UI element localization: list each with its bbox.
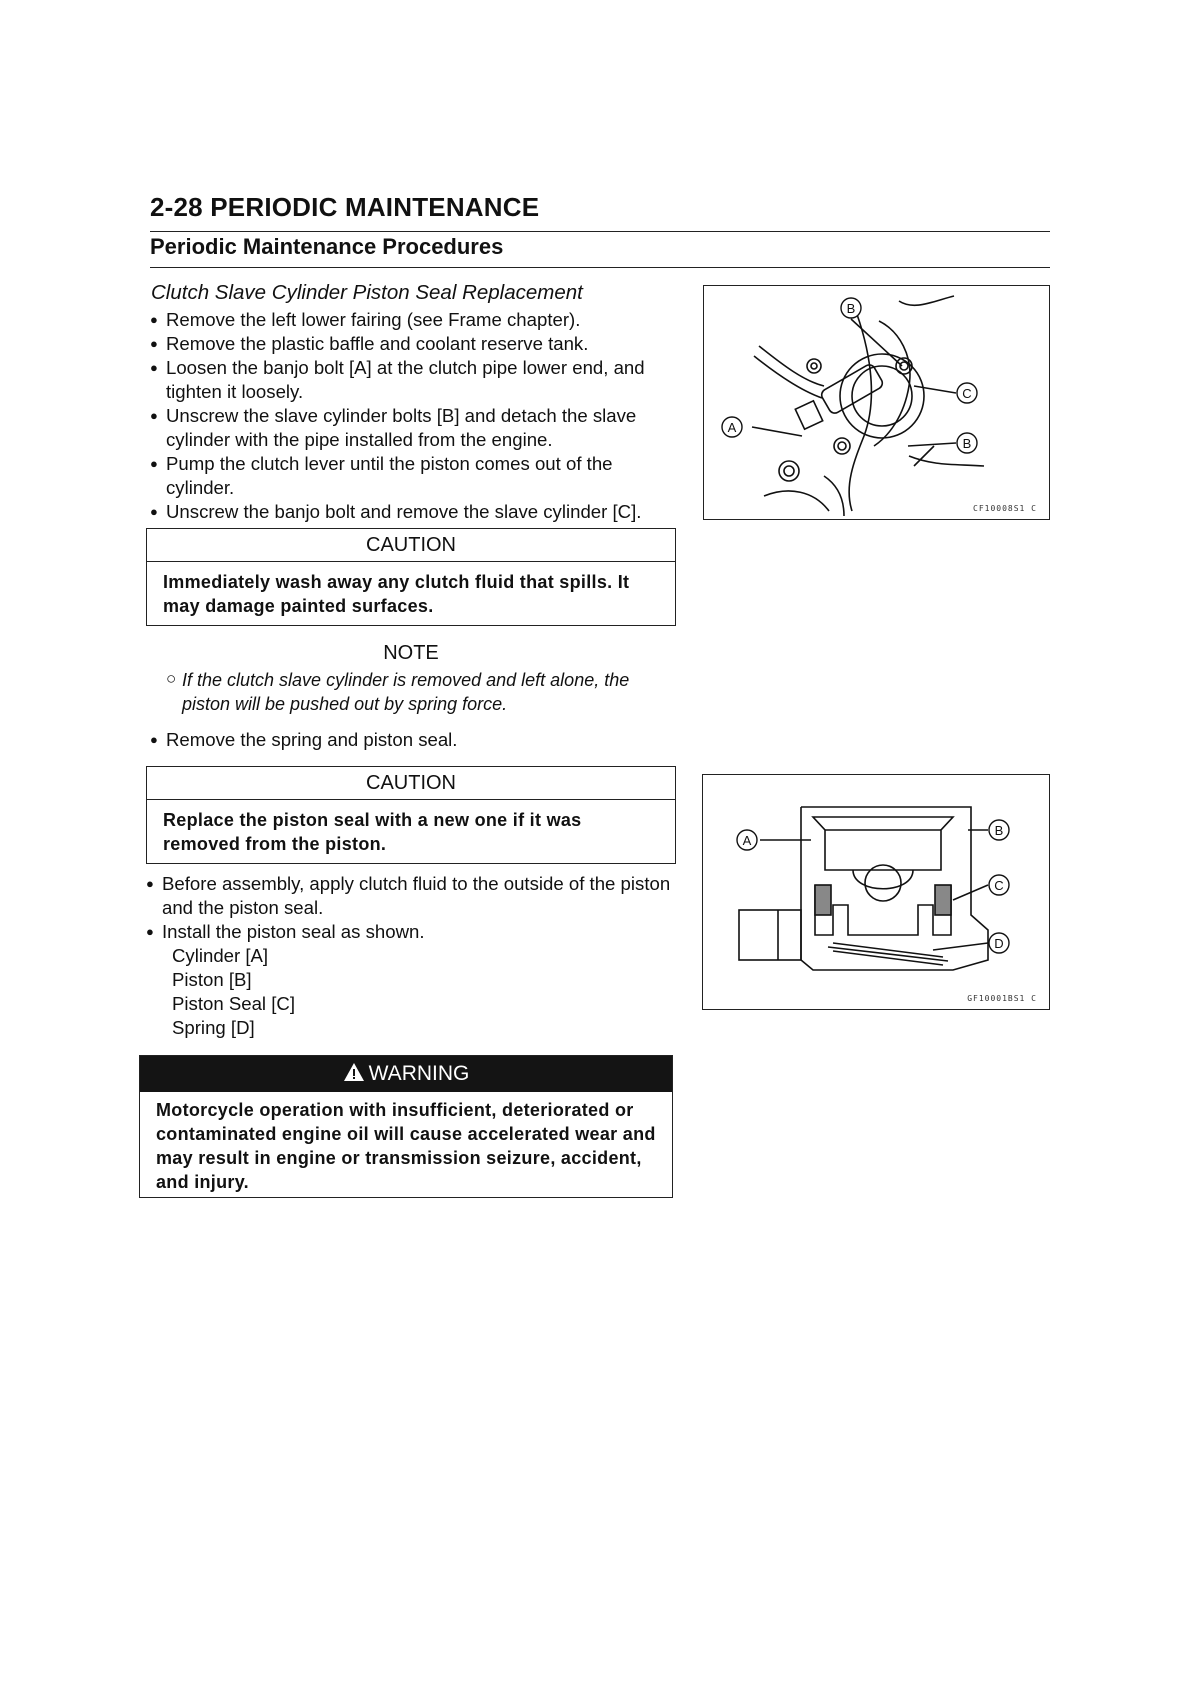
warning-triangle-icon — [343, 1058, 365, 1094]
caution-text: Replace the piston seal with a new one if it was removed from the piston. — [163, 810, 582, 854]
caution-text: Immediately wash away any clutch fluid that spills. It may damage painted surfaces. — [163, 572, 630, 616]
step-item: ● Pump the clutch lever until the piston comes out of the cylinder. — [150, 452, 680, 500]
step-item: ● Remove the spring and piston seal. — [150, 728, 680, 752]
figure-code: GF10001BS1 C — [967, 994, 1037, 1003]
step-item: ● Remove the plastic baffle and coolant reserve tank. — [150, 332, 680, 356]
figure2-label: D — [994, 936, 1004, 951]
figure1-label: B — [962, 436, 972, 451]
legend-item: Cylinder [A] — [172, 945, 269, 966]
figure-code: CF10008S1 C — [973, 504, 1037, 513]
warning-box — [139, 1055, 673, 1198]
subsection-title: Periodic Maintenance Procedures — [150, 234, 504, 259]
step-item: ● Loosen the banjo bolt [A] at the clutch pipe lower end, and tighten it loosely. — [150, 356, 680, 404]
caution-box — [146, 528, 676, 626]
subheader-rule — [150, 267, 1050, 268]
figure1-label: B — [846, 301, 856, 316]
step-item: ● Unscrew the slave cylinder bolts [B] and detach the slave cylinder with the pipe installed from the engine. — [150, 404, 680, 452]
legend-item: Piston Seal [C] — [172, 993, 295, 1014]
figure2-label: B — [994, 823, 1004, 838]
slave-cylinder-illustration — [704, 286, 1048, 518]
figure1-label: A — [727, 420, 737, 435]
step-item: ● Unscrew the banjo bolt and remove the slave cylinder [C]. — [150, 500, 680, 524]
figure-piston-seal — [702, 774, 1050, 1010]
header-rule — [150, 231, 1050, 232]
figure2-label: C — [994, 878, 1004, 893]
warning-title: WARNING — [368, 1062, 470, 1085]
figure1-label: C — [962, 386, 972, 401]
warning-title-bar — [140, 1056, 672, 1092]
note-text: If the clutch slave cylinder is removed and left alone, the piston will be pushed out by spring force. — [182, 670, 630, 714]
caution-title: CAUTION — [147, 529, 675, 562]
legend-item: Piston [B] — [172, 969, 252, 990]
assembly-steps — [146, 872, 676, 944]
figure-slave-cylinder — [703, 285, 1050, 520]
procedure-steps — [150, 308, 680, 524]
caution-box — [146, 766, 676, 864]
procedure-title: Clutch Slave Cylinder Piston Seal Replacement — [151, 281, 583, 304]
step-item: ● Before assembly, apply clutch fluid to the outside of the piston and the piston seal. — [146, 872, 676, 920]
part-legend — [172, 944, 472, 1040]
note-title: NOTE — [383, 642, 439, 664]
section-title: 2-28 PERIODIC MAINTENANCE — [150, 192, 540, 222]
step-item: ● Install the piston seal as shown. — [146, 920, 676, 944]
caution-title: CAUTION — [147, 767, 675, 800]
warning-text: Motorcycle operation with insufficient, deteriorated or contaminated engine oil will cause accelerated wear and may result in engine or transmission seizure, accident, and injury. — [156, 1100, 656, 1192]
remove-spring-step — [150, 728, 680, 752]
legend-item: Spring [D] — [172, 1017, 255, 1038]
piston-seal-illustration — [703, 775, 1048, 1008]
step-item: ● Remove the left lower fairing (see Frame chapter). — [150, 308, 680, 332]
note-bullet-icon: ○ — [166, 669, 177, 688]
figure2-label: A — [742, 833, 752, 848]
note-section — [166, 668, 681, 716]
